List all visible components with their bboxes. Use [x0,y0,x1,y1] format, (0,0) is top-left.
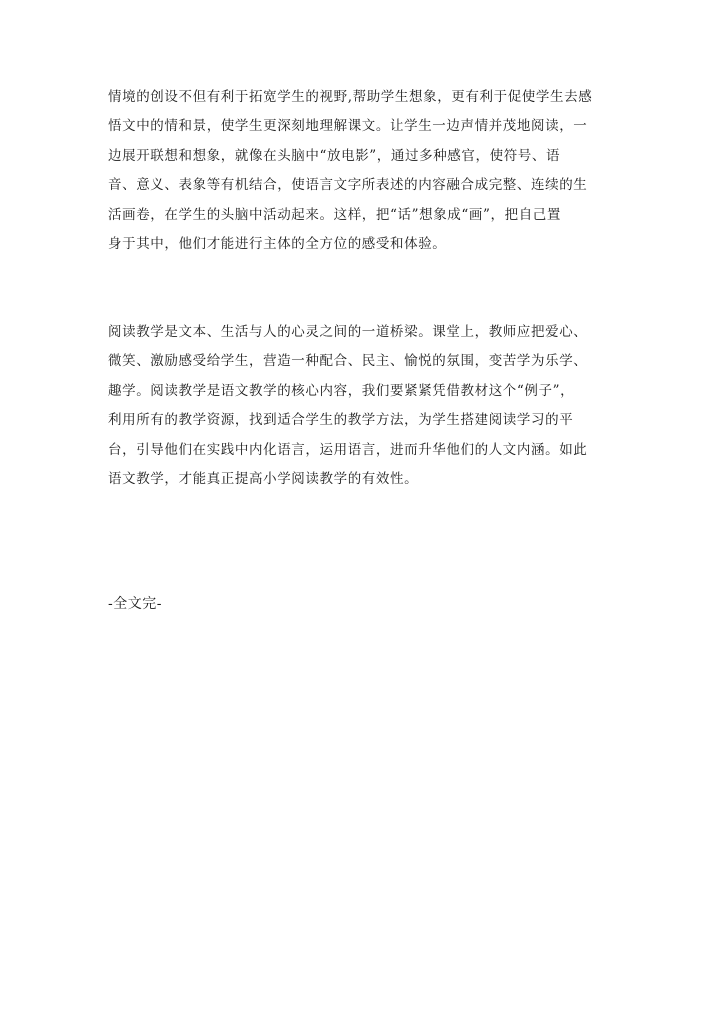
text-line: 边展开联想和想象，就像在头脑中“放电影”，通过多种感官，使符号、语 [108,147,561,164]
text-line: 利用所有的教学资源，找到适合学生的教学方法，为学生搭建阅读学习的平 [108,412,574,429]
text-line: 语文教学，才能真正提高小学阅读教学的有效性。 [108,470,419,487]
text-line: 微笑、激励感受给学生，营造一种配合、民主、愉悦的氛围，变苦学为乐学、 [108,353,588,370]
text-line: 悟文中的情和景，使学生更深刻地理解课文。让学生一边声情并茂地阅读，一 [108,118,588,135]
paragraph-2 [108,318,628,494]
text-line: 活画卷，在学生的头脑中活动起来。这样，把“话”想象成“画”，把自己置 [108,206,562,223]
text-line: 趣学。阅读教学是语文教学的核心内容，我们要紧紧凭借教材这个“例子”， [108,382,575,399]
paragraph-1 [108,83,628,259]
text-line: 音、意义、表象等有机结合，使语言文字所表述的内容融合成完整、连续的生 [108,177,588,194]
end-of-text-mark: -全文完- [108,596,162,612]
text-line: 身于其中，他们才能进行主体的全方位的感受和体验。 [108,235,447,252]
text-line: 台，引导他们在实践中内化语言，运用语言，进而升华他们的人文内涵。如此 [108,441,588,458]
text-line: 情境的创设不但有利于拓宽学生的视野,帮助学生想象，更有利于促使学生去感 [108,89,593,105]
text-line: 阅读教学是文本、生活与人的心灵之间的一道桥梁。课堂上，教师应把爱心、 [108,324,588,340]
